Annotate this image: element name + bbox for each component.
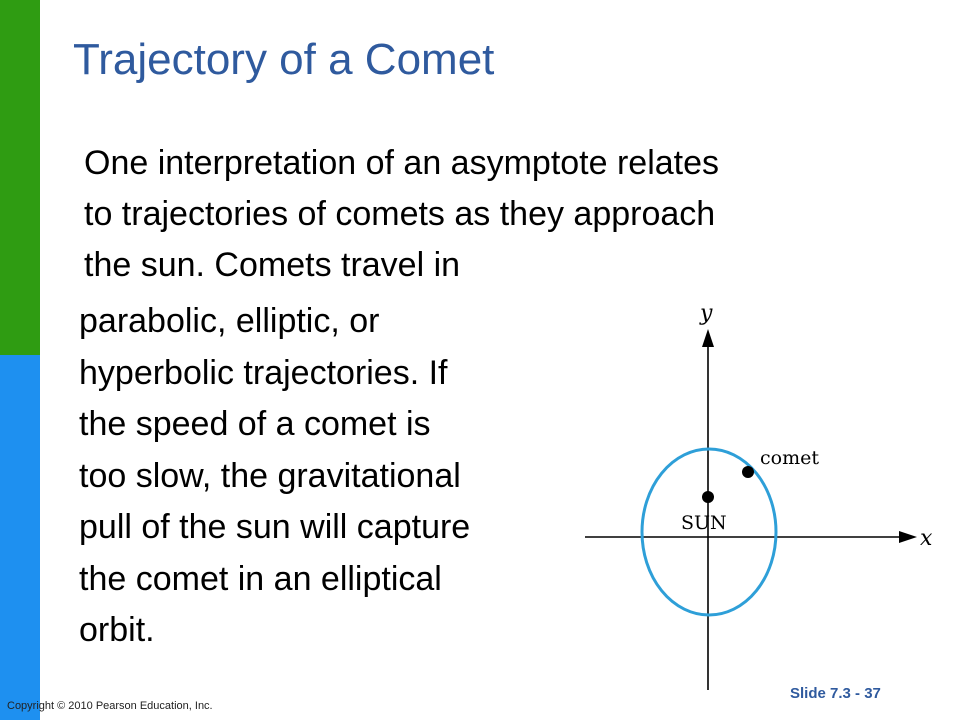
paragraph-top-line: One interpretation of an asymptote relates xyxy=(84,144,720,182)
comet-orbit-diagram xyxy=(580,295,960,695)
x-axis-arrow xyxy=(899,531,917,543)
paragraph-side-line: pull of the sun will capture xyxy=(79,508,471,546)
paragraph-top-line: to trajectories of comets as they approach xyxy=(84,195,716,233)
side-bar-blue xyxy=(0,355,40,720)
slide-title: Trajectory of a Comet xyxy=(73,35,495,84)
paragraph-side-line: too slow, the gravitational xyxy=(79,456,461,495)
paragraph-top-line: the sun. Comets travel in xyxy=(84,246,461,284)
comet-dot xyxy=(742,466,754,478)
paragraph-top xyxy=(84,138,904,291)
sun-label: SUN xyxy=(681,512,727,534)
paragraph-side-line: orbit. xyxy=(79,611,155,649)
paragraph-side-line: the speed of a comet is xyxy=(79,405,431,443)
paragraph-side-line: hyperbolic trajectories. If xyxy=(79,353,448,392)
paragraph-side xyxy=(79,296,589,657)
y-axis-arrow xyxy=(702,329,714,347)
side-bar-green xyxy=(0,0,40,355)
paragraph-side-line: parabolic, elliptic, or xyxy=(79,302,380,340)
sun-dot xyxy=(702,491,714,503)
comet-label: comet xyxy=(760,447,819,469)
footer-slide-number: Slide 7.3 - 37 xyxy=(790,685,881,702)
y-axis-label: y xyxy=(700,301,713,326)
footer-copyright: Copyright © 2010 Pearson Education, Inc. xyxy=(7,700,213,712)
x-axis-label: x xyxy=(920,526,933,551)
paragraph-side-line: the comet in an elliptical xyxy=(79,559,442,598)
